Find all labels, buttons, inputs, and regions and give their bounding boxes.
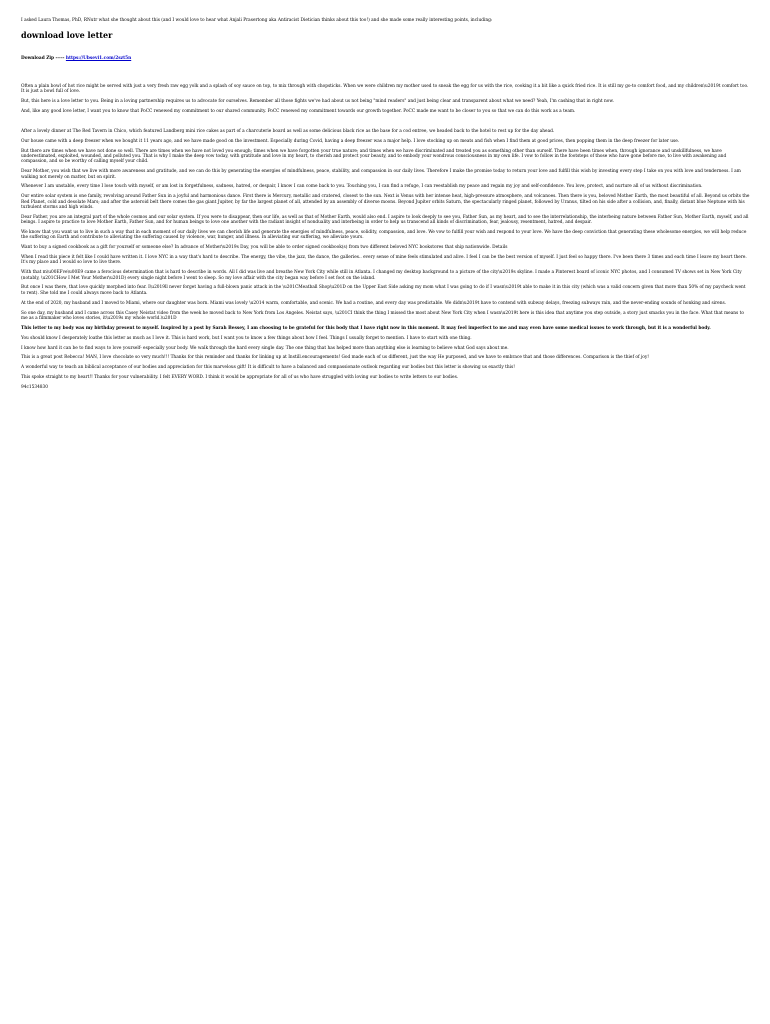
- paragraph: Whenever I am unstable, every time I lose touch with myself, or am lost in forgetfulness, sadness, hatred, or despair, I know I can come back to you. Touching you, I can find a refuge, I can reestablish my peace and regain my joy and self-confidence. You love, protect, and nurture all of us without discrimination.: [21, 184, 703, 190]
- paragraph: Our entire solar system is one family, revolving around Father Sun in a joyful and harmonious dance. First there is Mercury, metallic and cratered, closest to the sun. Next is Venus with her intense heat, high-pressure atmosphere, and volcanoes. Then there is you, beloved Mother Earth, the most beautiful of all. Beyond us orbits the Red Planet, cold and desolate Mars; and after the asteroid belt there comes the gas giant Jupiter, by far the largest planet of all, attended by an assembly of diverse moons. Beyond Jupiter orbits Saturn, the spectacularly ringed planet, followed by Uranus, tilted on his side after a collision, and, finally, distant blue Neptune with his turbulent storms and high winds.: [21, 194, 750, 210]
- paragraph: Dear Father, you are an integral part of the whole cosmos and our solar system. If you were to disappear, then our life, as well as that of Mother Earth, would also end. I aspire to look deeply to see you, Father Sun, as my heart, and to see the interrelationship, the interbeing nature between Father Sun, Mother Earth, myself, and all beings. I aspire to practice to love Mother Earth, Father Sun, and for human beings to love one another with the radiant insight of nonduality and interbeing in order to help us transcend all kinds of discrimination, fear, jealousy, resentment, hatred, and despair.: [21, 214, 749, 226]
- paragraph: Want to buy a signed cookbook as a gift for yourself or someone else? In advance of Mother\u2019s Day, you will be able to order signed cookbook(s) from two different beloved NYC bookstores that ship nationwide. Details: [21, 245, 508, 251]
- paragraph: Often a plain bowl of hot rice might be served with just a very fresh raw egg yolk and a splash of soy sauce on top, to mix through with chopsticks. When we were children my mother used to sneak the egg for us with the rice, cooking it a bit like a quick fried rice. It is still my go-to comfort food, and my children\u2019t comfort too. It is just a bowl full of love.: [21, 84, 749, 95]
- reference-code: 94c1534830: [21, 385, 49, 391]
- article-section-1: [21, 84, 751, 119]
- paragraph: And, like any good love letter, I want you to know that PoCC renewed my commitment to our shared community. PoCC renewed my commitment towards our growth together. PoCC made me want to be closer to you so that we can do this work as a team.: [21, 109, 576, 115]
- paragraph: You should know I desperately loathe this letter as much as I love it. This is hard work, but I want you to know a few things about how I feel. Things I usually forget to mention. I have to start with one thing.: [21, 335, 472, 341]
- paragraph: After a lovely dinner at The Red Tavern in Chico, which featured Landberg mini rice cakes as part of a charcuterie board as well as some delicious black rice as the base for a cod entree, we headed back to the hotel to rest up for the day ahead.: [21, 129, 555, 134]
- intro-paragraph: I asked Laura Thomas, PhD, RNutr what she thought about this (and I would love to hear what Anjali Prasertong aka Antiracist Dietician thinks about this too!) and she made some really interesting points, including:: [21, 18, 493, 23]
- paragraph: But, this here is a love letter to you. Being in a loving partnership requires us to advocate for ourselves. Remember all those fights we've had about us not being "mind readers" and just being clear and transparent about what we need? Yeah, I'm cashing that in right now.: [21, 99, 614, 105]
- download-link[interactable]: https://Ubsevi1.com/2szt5n: [65, 56, 132, 61]
- paragraph: This letter to my body was my birthday present to myself. Inspired by a post by Sarah Bessey, I am choosing to be grateful for this body that I have right now in this moment. It may feel imperfect to me and may even have some medical issues to work through, but it is a wonderful body.: [21, 325, 711, 331]
- paragraph: With that m\u00EFve\u00E9 came a ferocious determination that is hard to describe in words. All I did was live and breathe New York City while still in Atlanta. I changed my desktop background to a picture of the city\u2019s skyline. I made a Pinterest board of iconic NYC photos, and I consumed TV shows set in New York City (notably, \u201CHow I Met Your Mother\u201D) every single night before I went to sleep. So my love affair with the city began way before I set foot on the island.: [21, 270, 742, 281]
- paragraph: At the end of 2020, my husband and I moved to Miami, where our daughter was born. Miami was lovely \u2014 warm, comfortable, and scenic. We had a routine, and every day was predictable. We didn\u2019t have to contend with subway delays, freezing subways rain, and the never-ending sounds of honking and sirens.: [21, 300, 727, 306]
- paragraph: Dear Mother, you wish that we live with more awareness and gratitude, and we can do this by generating the energies of mindfulness, peace, stability, and compassion in our daily lives. Therefore I make the promise today to return your love and fulfill this wish by investing every step I take on you with love and tenderness. I am walking not merely on matter, but on spirit.: [21, 169, 741, 180]
- paragraph: But once I was there, that love quickly morphed into fear. I\u2019ll never forget having a full-blown panic attack in the \u201CMeatball Shop\u201D on the Upper East Side asking my mom what I was going to do if I wasn\u2019t able to make it in this city (which was a valid concern given that more than 50% of my paycheck went to rent). She told me I could always move back to Atlanta.: [21, 285, 746, 296]
- paragraph: This is a great post Rebecca! MAN, I love chocolate so very much!!! Thanks for this reminder and thanks for linking up at Instill.encouragements! God made each of us different, just the way He purposed, and we have to embrace that and those differences. Comparison is the thief of joy!: [21, 355, 650, 361]
- paragraph: I know how hard it can be to find ways to love yourself- especially your body. We walk through the hard every single day. The one thing that has helped more than anything else is learning to believe what God says about me.: [21, 345, 509, 351]
- download-line: [21, 56, 131, 61]
- paragraph: This spoke straight to my heart!! Thanks for your vulnerability. I felt EVERY WORD. I think it would be appropriate for all of us who have struggled with loving our bodies to write letters to our bodies.: [21, 375, 459, 381]
- paragraph: We know that you want us to live in such a way that in each moment of our daily lives we can cherish life and generate the energies of mindfulness, peace, solidity, compassion, and love. We vow to fulfill your wish and respond to your love. We have the deep conviction that generating these wholesome energies, we will help reduce the suffering on Earth and contribute to alleviating the suffering caused by violence, war, hunger, and illness. In alleviating our suffering, we alleviate yours.: [21, 230, 747, 241]
- download-label: Download Zip -----: [21, 56, 66, 61]
- article-section-2: [21, 129, 751, 395]
- page-title: download love letter: [21, 30, 113, 40]
- paragraph: But there are times when we have not done so well. There are times when we have not loved you enough; times when we have forgotten your true nature; and times when we have discriminated and treated you as something other than ourself. There have been times when, through ignorance and unskillfulness, we have underestimated, exploited, wounded, and polluted you. That is why I make the deep vow today, with gratitude and love in my heart, to cherish and protect your beauty, and to embody your wondrous consciousness in my own life. I vow to follow in the footsteps of those who have gone before me, to live with awakening and compassion, and so be worthy of calling myself your child.: [21, 148, 727, 165]
- paragraph: So one day, my husband and I came across this Casey Neistat video from the week he moved back to New York from Los Angeles. Neistat says, \u201CI think the thing I missed the most about New York City when I wasn\u2019t here is this idea that anytime you step outside, a story just smacks you in the face. What that means to me as a filmmaker who loves stories, it\u2019s my whole world.\u201D: [21, 310, 744, 321]
- paragraph: When I read this piece it felt like I could have written it. I love NYC in a way that's hard to describe. The energy, the vibe, the jazz, the dance, the galleries.. every sense of mine feels stimulated and alive. I feel I can be the best version of myself. I just feel so happy there. I've been there 3 times and each time I leave my heart there. It's my place and I would so love to live there.: [21, 255, 747, 266]
- paragraph: A wonderful way to teach an biblical acceptance of our bodies and appreciation for this marvelous gift! It is difficult to have a balanced and compassionate outlook regarding our bodies but this letter is showing us exactly this!: [21, 365, 515, 371]
- paragraph: Our house came with a deep freezer when we bought it 11 years ago, and we have made good on the investment. Especially during Covid, having a deep freezer was a major help. I love stocking up on meats and fish when I find them at good prices, then popping them in the deep freezer for later use.: [21, 138, 680, 144]
